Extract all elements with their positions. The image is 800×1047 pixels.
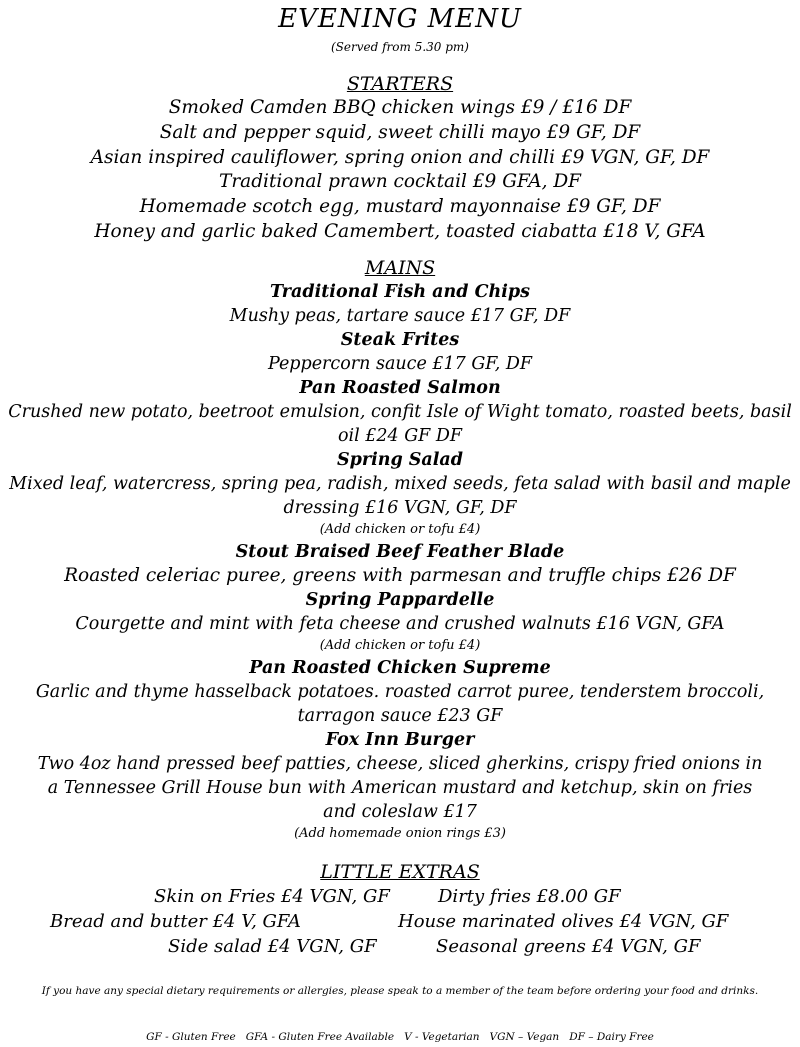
starter-item: Asian inspired cauliflower, spring onion and chilli £9 VGN, GF, DF (90, 146, 710, 168)
menu-subtitle: (Served from 5.30 pm) (331, 40, 469, 54)
starter-item: Honey and garlic baked Camembert, toasted ciabatta £18 V, GFA (94, 220, 706, 242)
mains-heading: MAINS (364, 257, 436, 279)
dish-note-pappardelle: (Add chicken or tofu £4) (319, 638, 481, 653)
mains-section (4, 256, 796, 844)
dish-desc-beef: Roasted celeriac puree, greens with parmesan and truffle chips £26 DF (64, 565, 736, 586)
dish-title-salmon: Pan Roasted Salmon (299, 378, 501, 398)
extras-row (4, 934, 796, 959)
dish-title-burger: Fox Inn Burger (325, 730, 475, 750)
menu-title: EVENING MENU (278, 4, 522, 34)
starters-heading: STARTERS (346, 73, 454, 95)
extra-item: Dirty fries £8.00 GF (438, 886, 621, 907)
dish-title-steak: Steak Frites (340, 330, 460, 350)
extra-item: Side salad £4 VGN, GF (168, 936, 377, 957)
starter-item: Salt and pepper squid, sweet chilli mayo £9 GF, DF (159, 121, 641, 143)
dish-desc-pappardelle: Courgette and mint with feta cheese and crushed walnuts £16 VGN, GFA (75, 614, 725, 634)
starters-section (4, 72, 796, 245)
dish-title-chicken: Pan Roasted Chicken Supreme (249, 658, 551, 678)
dish-note-burger: (Add homemade onion rings £3) (294, 826, 506, 841)
allergy-note: If you have any special dietary requirements or allergies, please speak to a member of the team before ordering your food and drinks. (41, 985, 759, 997)
extras-row (4, 909, 796, 934)
extra-item: House marinated olives £4 VGN, GF (398, 911, 729, 932)
starter-item: Smoked Camden BBQ chicken wings £9 / £16 DF (168, 97, 632, 118)
dish-title-salad: Spring Salad (337, 450, 463, 470)
dietary-legend: GF - Gluten Free GFA - Gluten Free Available V - Vegetarian VGN – Vegan DF – Dairy Free (146, 1031, 654, 1043)
dish-desc-burger: Two 4oz hand pressed beef patties, cheese, sliced gherkins, crispy fried onions in a Tennessee Grill House bun with American mustard and ketchup, skin on fries and coleslaw £17 (37, 754, 763, 822)
extras-row (4, 884, 796, 909)
extra-item: Skin on Fries £4 VGN, GF (154, 886, 390, 907)
extra-item: Seasonal greens £4 VGN, GF (436, 936, 701, 957)
extras-section (4, 860, 796, 959)
dish-title-beef: Stout Braised Beef Feather Blade (235, 542, 565, 562)
starter-item: Traditional prawn cocktail £9 GFA, DF (218, 171, 581, 193)
dish-desc-chicken: Garlic and thyme hasselback potatoes. roasted carrot puree, tenderstem broccoli, tarragon sauce £23 GF (35, 682, 765, 726)
extras-heading: LITTLE EXTRAS (320, 861, 480, 883)
dish-title-pappardelle: Spring Pappardelle (305, 590, 495, 610)
starter-item: Homemade scotch egg, mustard mayonnaise £9 GF, DF (139, 196, 661, 218)
dish-desc-fish: Mushy peas, tartare sauce £17 GF, DF (229, 306, 571, 326)
dish-note-salad: (Add chicken or tofu £4) (319, 522, 481, 537)
extra-item: Bread and butter £4 V, GFA (50, 911, 301, 932)
dish-title-fish: Traditional Fish and Chips (270, 282, 530, 302)
dish-desc-salmon: Crushed new potato, beetroot emulsion, confit Isle of Wight tomato, roasted beets, basil oil £24 GF DF (8, 402, 792, 446)
dish-desc-salad: Mixed leaf, watercress, spring pea, radish, mixed seeds, feta salad with basil and maple dressing £16 VGN, GF, DF (9, 474, 791, 518)
dish-desc-steak: Peppercorn sauce £17 GF, DF (267, 354, 533, 374)
